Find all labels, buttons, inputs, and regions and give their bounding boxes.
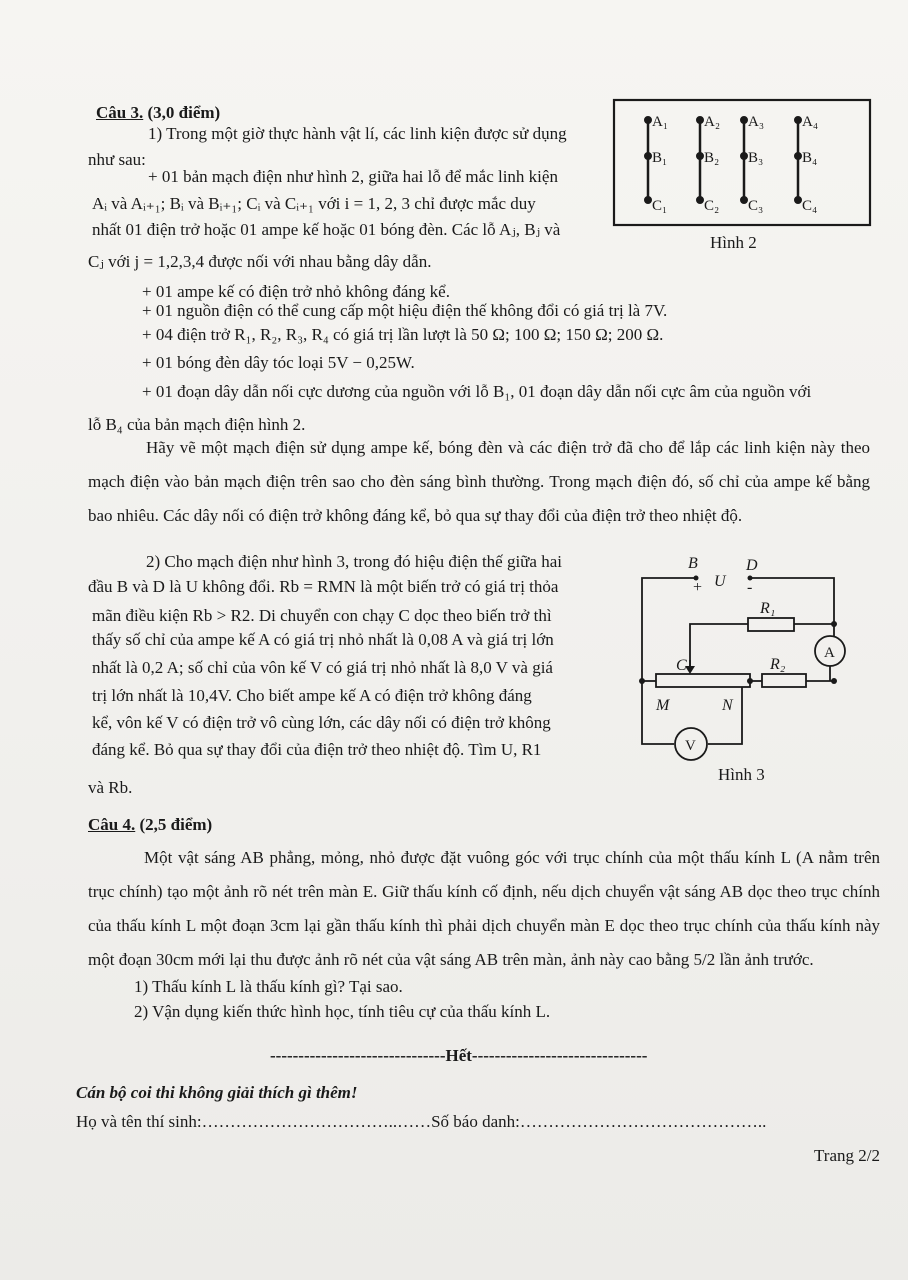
label-c4: C₄	[802, 198, 818, 214]
q4-paragraph: Một vật sáng AB phẳng, mỏng, nhỏ được đặt vuông góc với trục chính của một thấu kính L (A nằm trên trục chính) tạo một ảnh rõ nét trên màn E. Giữ thấu kính cố định, nếu dịch chuyển vật sáng AB dọc theo trục chính của thấu kính L một đoạn 3cm lại gần thấu kính thì phải dịch chuyển màn E dọc theo trục chính của thấu kính này một đoạn 30cm mới lại thu được ảnh rõ nét của vật sáng AB trên màn, ảnh này cao bằng 5/2 lần ảnh trước.	[88, 848, 880, 969]
figure-2	[612, 98, 874, 258]
label-b: B	[688, 555, 698, 572]
page-number: Trang 2/2	[814, 1146, 880, 1165]
q3-p2-line: đầu B và D là U không đổi. Rb = RMN là một biến trở có giá trị thỏa	[88, 577, 559, 596]
end-marker: -------------------------------Hết-------------------------------	[270, 1046, 648, 1065]
label-plus: +	[693, 579, 703, 596]
q3-line: + 01 bóng đèn dây tóc loại 5V − 0,25W.	[142, 353, 415, 372]
q3-line: Aᵢ và Aᵢ₊₁; Bᵢ và Bᵢ₊₁; Cᵢ và Cᵢ₊₁ với i = 1, 2, 3 chỉ được mắc duy	[92, 194, 536, 213]
q3-line: + 01 bản mạch điện như hình 2, giữa hai lỗ để mắc linh kiện	[148, 167, 558, 186]
figure-3	[628, 548, 860, 790]
label-n: N	[722, 697, 733, 714]
q3-p2-line: đáng kể. Bỏ qua sự thay đổi của điện trở theo nhiệt độ. Tìm U, R1	[92, 740, 542, 759]
q3-p2-line: mãn điều kiện Rb > R2. Di chuyển con chạy C dọc theo biến trở thì	[92, 606, 552, 625]
q3-p2-line: nhất là 0,2 A; số chỉ của vôn kế V có giá trị nhỏ nhất là 8,0 V và giá	[92, 658, 553, 677]
label-voltmeter: V	[685, 738, 696, 754]
label-a4: A₄	[802, 114, 819, 130]
board-column-3	[741, 114, 765, 214]
q3-p2-line: thấy số chỉ của ampe kế A có giá trị nhỏ nhất là 0,08 A và giá trị lớn	[92, 630, 554, 649]
q3-line: nhất 01 điện trở hoặc 01 ampe kế hoặc 01 bóng đèn. Các lỗ Aⱼ, Bⱼ và	[92, 220, 561, 239]
q3-heading: Câu 3. (3,0 điểm)	[96, 103, 221, 122]
label-a2: A₂	[704, 114, 721, 130]
label-ammeter: A	[824, 645, 835, 661]
candidate-info-line: Họ và tên thí sinh:……………………………..……Số báo danh:……………………………………..	[76, 1112, 767, 1131]
label-a3: A₃	[748, 114, 765, 130]
label-c2: C₂	[704, 198, 720, 214]
label-u: U	[714, 573, 726, 590]
label-r2: R₂	[770, 656, 786, 673]
label-b4: B₄	[802, 150, 818, 166]
q3-line: + 04 điện trở R₁, R₂, R₃, R₄ có giá trị lần lượt là 50 Ω; 100 Ω; 150 Ω; 200 Ω.	[142, 325, 664, 344]
q3-p2-line: và Rb.	[88, 778, 133, 797]
board-column-1	[645, 114, 669, 214]
q3-p2-line: kể, vôn kế V có điện trở vô cùng lớn, các dây nối có điện trở không	[92, 713, 551, 732]
q4-heading: Câu 4. (2,5 điểm)	[88, 815, 213, 834]
q3-task-paragraph: Hãy vẽ một mạch điện sử dụng ampe kế, bóng đèn và các điện trở đã cho để lắp các linh kiện này theo mạch điện vào bản mạch điện trên sao cho đèn sáng bình thường. Trong mạch điện đó, số chỉ của ampe kế bằng bao nhiêu. Các dây nối có điện trở không đáng kể, bỏ qua sự thay đổi của điện trở theo nhiệt độ.	[88, 438, 870, 525]
label-b1: B₁	[652, 150, 668, 166]
q3-line: + 01 đoạn dây dẫn nối cực dương của nguồn với lỗ B₁, 01 đoạn dây dẫn nối cực âm của nguồn với	[142, 382, 812, 401]
label-a1: A₁	[652, 114, 669, 130]
proctor-note: Cán bộ coi thi không giải thích gì thêm!	[76, 1083, 358, 1102]
q3-line: + 01 nguồn điện có thể cung cấp một hiệu điện thế không đổi có giá trị là 7V.	[142, 301, 668, 320]
label-c3: C₃	[748, 198, 764, 214]
figure-3-caption: Hình 3	[718, 765, 765, 784]
q4-item: 2) Vận dụng kiến thức hình học, tính tiêu cự của thấu kính L.	[134, 1002, 551, 1021]
resistor-r1	[748, 618, 794, 631]
q3-line: + 01 ampe kế có điện trở nhỏ không đáng kể.	[142, 282, 450, 301]
label-c: C	[676, 657, 687, 674]
q3-p2-line: 2) Cho mạch điện như hình 3, trong đó hiệu điện thế giữa hai	[146, 552, 562, 571]
wire-r1-left	[690, 624, 748, 668]
wire-voltmeter	[708, 687, 742, 744]
label-c1: C₁	[652, 198, 668, 214]
board-column-2	[697, 114, 721, 214]
q4-item: 1) Thấu kính L là thấu kính gì? Tại sao.	[134, 977, 403, 996]
resistor-r2	[762, 674, 806, 687]
label-m: M	[656, 697, 670, 714]
q3-line: 1) Trong một giờ thực hành vật lí, các linh kiện được sử dụng	[148, 124, 567, 143]
q3-line: lỗ B₄ của bản mạch điện hình 2.	[88, 415, 306, 434]
figure-2-caption: Hình 2	[710, 233, 757, 252]
wire-left	[642, 578, 696, 744]
rheostat-mn	[656, 674, 750, 687]
label-minus: -	[747, 579, 753, 596]
q3-line: Cⱼ với j = 1,2,3,4 được nối với nhau bằng dây dẫn.	[88, 252, 432, 271]
label-r1: R₁	[760, 600, 776, 617]
label-b3: B₃	[748, 150, 764, 166]
q3-p2-line: trị lớn nhất là 10,4V. Cho biết ampe kế A có điện trở không đáng	[92, 686, 532, 705]
board-column-4	[795, 114, 819, 214]
label-b2: B₂	[704, 150, 720, 166]
label-d: D	[746, 557, 758, 574]
q3-line: như sau:	[88, 150, 146, 169]
